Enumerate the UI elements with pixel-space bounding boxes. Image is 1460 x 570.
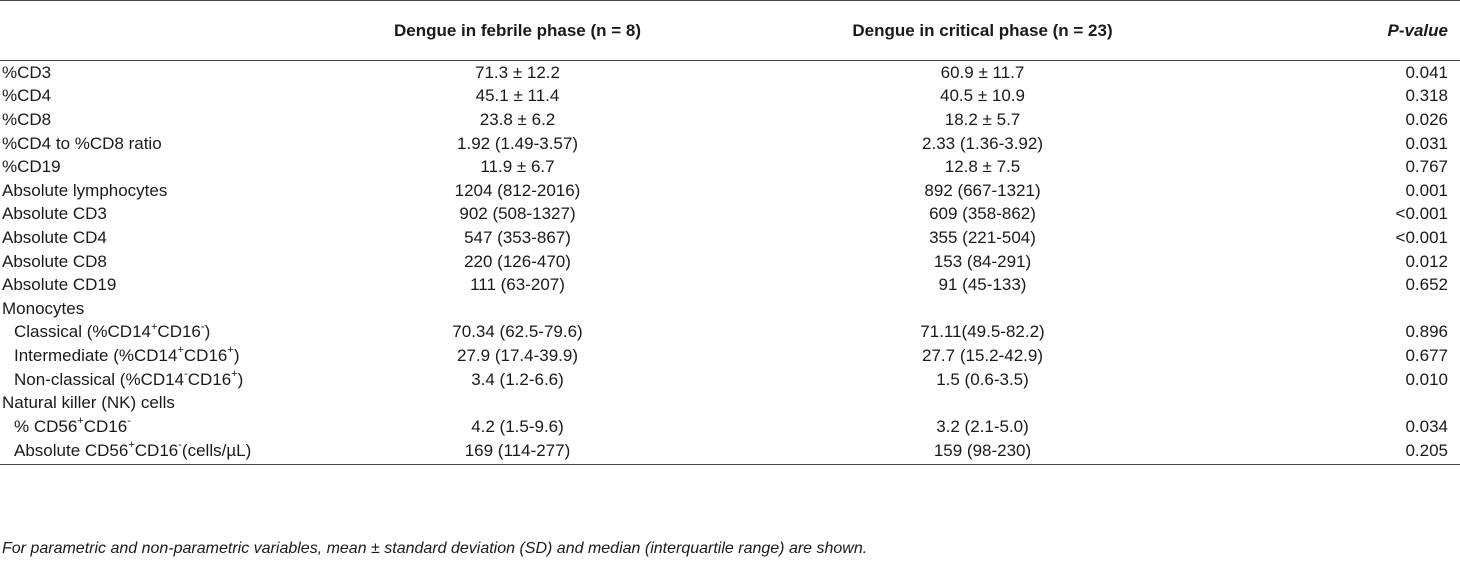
label-text: Intermediate (%CD14 bbox=[14, 345, 178, 365]
febrile-value bbox=[285, 391, 750, 415]
label-text: (cells/µL) bbox=[181, 441, 252, 460]
critical-value: 1.5 (0.6-3.5) bbox=[936, 369, 1029, 389]
critical-value: 91 (45-133) bbox=[938, 275, 1027, 295]
row-label: Absolute CD8 bbox=[2, 251, 107, 271]
febrile-value: 45.1 ± 11.4 bbox=[475, 86, 560, 106]
critical-value: 12.8 ± 7.5 bbox=[944, 157, 1021, 177]
section-row-monocytes bbox=[0, 297, 1460, 321]
table-row bbox=[0, 108, 1460, 132]
row-label: %CD3 bbox=[2, 62, 52, 82]
febrile-value: 27.9 (17.4-39.9) bbox=[457, 345, 578, 365]
febrile-value: 23.8 ± 6.2 bbox=[479, 109, 556, 129]
critical-value: 892 (667-1321) bbox=[924, 180, 1041, 200]
febrile-value: 902 (508-1327) bbox=[459, 204, 576, 224]
febrile-value: 111 (63-207) bbox=[470, 275, 565, 295]
table-row bbox=[0, 344, 1460, 368]
critical-value: 153 (84-291) bbox=[933, 251, 1032, 271]
row-label: Absolute CD4 bbox=[2, 227, 107, 247]
critical-value: 60.9 ± 11.7 bbox=[940, 62, 1025, 82]
header-pvalue: P-value bbox=[1215, 1, 1460, 61]
row-label: %CD4 to %CD8 ratio bbox=[2, 133, 162, 153]
label-text: CD16 bbox=[83, 416, 128, 436]
p-value: 0.001 bbox=[1405, 180, 1448, 200]
row-label: Absolute lymphocytes bbox=[2, 180, 168, 200]
superscript: + bbox=[150, 320, 158, 333]
febrile-value: 4.2 (1.5-9.6) bbox=[471, 416, 564, 436]
header-row bbox=[0, 1, 1460, 61]
label-text: ) bbox=[204, 322, 211, 342]
p-value: 0.026 bbox=[1405, 109, 1448, 129]
table-row bbox=[0, 226, 1460, 250]
p-value: <0.001 bbox=[1395, 227, 1448, 247]
row-label bbox=[0, 321, 285, 345]
table-row bbox=[0, 155, 1460, 179]
header-febrile: Dengue in febrile phase (n = 8) bbox=[285, 1, 750, 61]
superscript: + bbox=[77, 415, 84, 428]
superscript: - bbox=[200, 320, 205, 333]
febrile-value: 547 (353-867) bbox=[464, 227, 571, 247]
p-value: 0.034 bbox=[1405, 416, 1448, 436]
label-text: CD16 bbox=[183, 345, 228, 365]
febrile-value: 70.34 (62.5-79.6) bbox=[452, 322, 583, 342]
superscript: + bbox=[227, 344, 234, 357]
label-text: Non-classical (%CD14 bbox=[14, 369, 185, 389]
superscript: - bbox=[127, 415, 131, 428]
critical-value: 159 (98-230) bbox=[750, 439, 1215, 465]
p-value: 0.318 bbox=[1405, 86, 1448, 106]
table-row bbox=[0, 415, 1460, 439]
header-label bbox=[0, 1, 285, 61]
critical-value: 18.2 ± 5.7 bbox=[944, 109, 1021, 129]
row-label: %CD4 bbox=[2, 86, 52, 106]
row-label bbox=[0, 415, 285, 439]
table-row bbox=[0, 368, 1460, 392]
critical-value: 2.33 (1.36-3.92) bbox=[922, 133, 1043, 153]
table-footnote: For parametric and non-parametric variables, mean ± standard deviation (SD) and median (interquartile range) are shown. bbox=[2, 540, 868, 557]
table-row bbox=[0, 321, 1460, 345]
label-text: % CD56 bbox=[14, 416, 78, 436]
table-row bbox=[0, 250, 1460, 274]
p-value: 0.652 bbox=[1405, 275, 1448, 295]
label-text: Absolute CD56 bbox=[14, 441, 129, 460]
table-row bbox=[0, 179, 1460, 203]
febrile-value: 3.4 (1.2-6.6) bbox=[471, 369, 564, 389]
header-critical: Dengue in critical phase (n = 23) bbox=[750, 1, 1215, 61]
label-text: ) bbox=[237, 369, 244, 389]
p-value: 0.031 bbox=[1405, 133, 1448, 153]
label-text: Classical (%CD14 bbox=[14, 322, 151, 342]
table-row bbox=[0, 61, 1460, 85]
superscript: + bbox=[177, 344, 184, 357]
p-value bbox=[1215, 297, 1460, 321]
row-label: Absolute CD19 bbox=[2, 275, 117, 295]
p-value: <0.001 bbox=[1395, 204, 1448, 224]
febrile-value: 169 (114-277) bbox=[285, 439, 750, 465]
febrile-value bbox=[285, 297, 750, 321]
label-text: CD16 bbox=[134, 441, 179, 460]
febrile-value: 1.92 (1.49-3.57) bbox=[457, 133, 578, 153]
critical-value bbox=[750, 391, 1215, 415]
row-label bbox=[0, 439, 285, 465]
superscript: + bbox=[231, 367, 238, 380]
p-value: 0.767 bbox=[1405, 157, 1448, 177]
row-label: Absolute CD3 bbox=[2, 204, 107, 224]
critical-value: 3.2 (2.1-5.0) bbox=[936, 416, 1029, 436]
febrile-value: 1204 (812-2016) bbox=[454, 180, 581, 200]
superscript: - bbox=[184, 367, 188, 380]
critical-value bbox=[750, 297, 1215, 321]
table-row bbox=[0, 132, 1460, 156]
p-value bbox=[1215, 391, 1460, 415]
superscript: + bbox=[128, 439, 135, 452]
critical-value: 609 (358-862) bbox=[929, 204, 1036, 224]
critical-value: 355 (221-504) bbox=[929, 227, 1036, 247]
section-label: Natural killer (NK) cells bbox=[2, 393, 175, 413]
section-row-nk-cells bbox=[0, 391, 1460, 415]
table-row bbox=[0, 85, 1460, 109]
section-label: Monocytes bbox=[2, 298, 85, 318]
febrile-value: 11.9 ± 6.7 bbox=[480, 157, 555, 177]
superscript: - bbox=[178, 439, 182, 452]
p-value: 0.012 bbox=[1405, 251, 1448, 271]
row-label: %CD19 bbox=[2, 157, 61, 177]
label-text: ) bbox=[233, 345, 240, 365]
p-value: 0.896 bbox=[1405, 322, 1448, 342]
p-value: 0.205 bbox=[1215, 439, 1460, 465]
table-row bbox=[0, 203, 1460, 227]
critical-value: 40.5 ± 10.9 bbox=[940, 86, 1025, 106]
label-text: CD16 bbox=[157, 322, 201, 342]
label-text: CD16 bbox=[187, 369, 232, 389]
row-label: %CD8 bbox=[2, 109, 52, 129]
critical-value: 27.7 (15.2-42.9) bbox=[922, 345, 1043, 365]
p-value: 0.677 bbox=[1405, 345, 1448, 365]
table-row bbox=[0, 273, 1460, 297]
p-value: 0.010 bbox=[1405, 369, 1448, 389]
febrile-value: 220 (126-470) bbox=[464, 251, 571, 271]
critical-value: 71.11(49.5-82.2) bbox=[920, 322, 1045, 342]
row-label bbox=[0, 344, 285, 368]
p-value: 0.041 bbox=[1405, 62, 1448, 82]
table-row bbox=[0, 439, 1460, 465]
row-label bbox=[0, 368, 285, 392]
febrile-value: 71.3 ± 12.2 bbox=[475, 62, 560, 82]
